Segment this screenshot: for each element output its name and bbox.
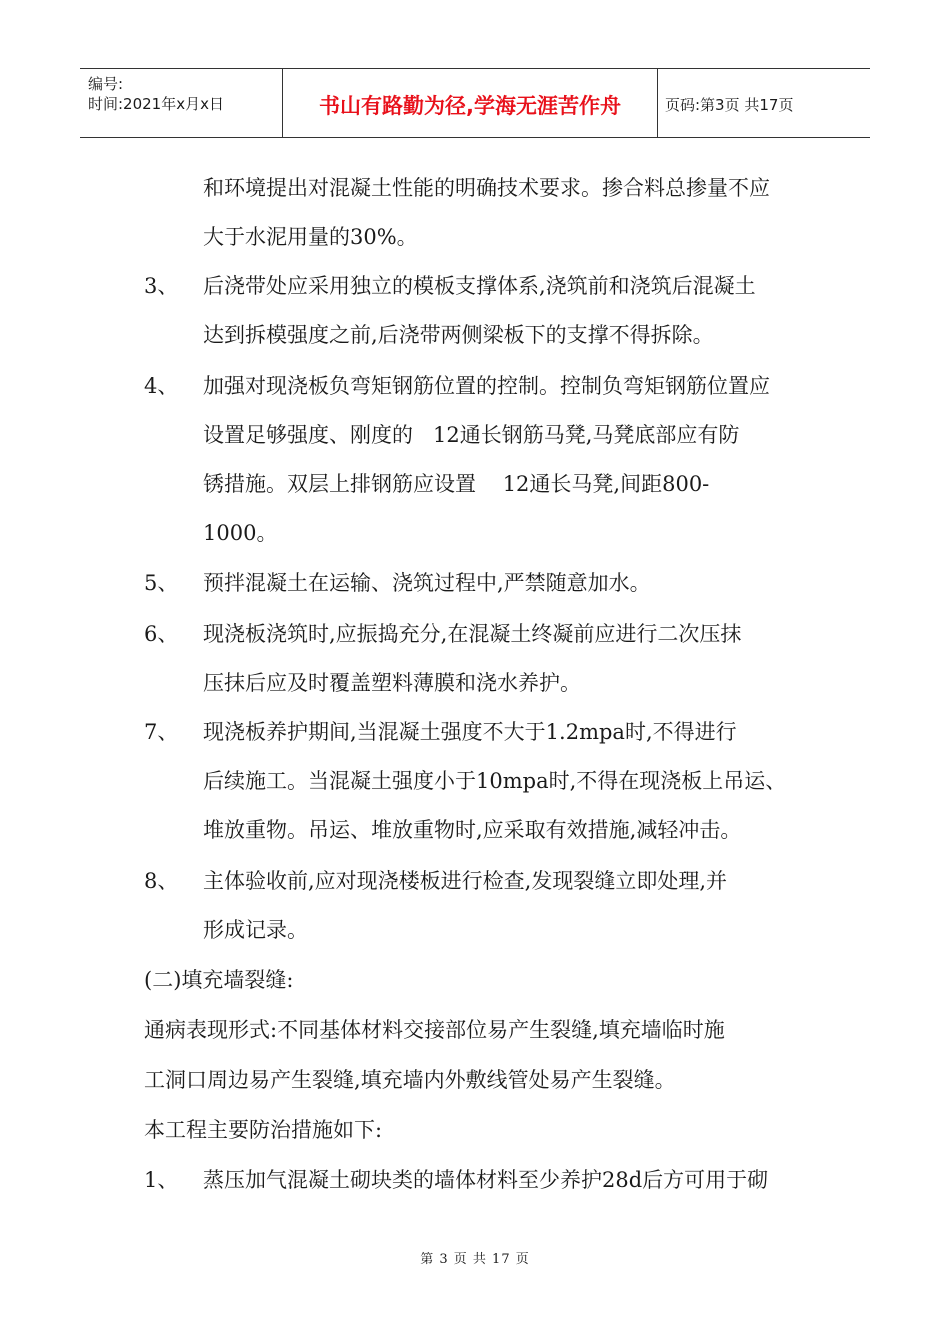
page-footer: 第 3 页 共 17 页 [420,1252,530,1267]
item-line: 锈措施。双层上排钢筋应设置 12通长马凳,间距800- [203,472,710,496]
item-line: 堆放重物。吊运、堆放重物时,应采取有效措施,减轻冲击。 [203,818,742,842]
item-line: 设置足够强度、刚度的 12通长钢筋马凳,马凳底部应有防 [203,423,740,447]
document-header [80,68,870,138]
item-line: 1000。 [203,521,278,545]
number-label: 编号: [88,75,124,93]
item-number: 3、 [144,274,179,298]
item-line: 蒸压加气混凝土砌块类的墙体材料至少养护28d后方可用于砌 [203,1168,769,1192]
item-number: 1、 [144,1168,179,1192]
item-line: 加强对现浇板负弯矩钢筋位置的控制。控制负弯矩钢筋位置应 [203,374,770,398]
item-line: 主体验收前,应对现浇楼板进行检查,发现裂缝立即处理,并 [203,869,728,893]
item-line: 现浇板浇筑时,应振捣充分,在混凝土终凝前应进行二次压抹 [203,622,742,646]
motto-text: 书山有路勤为径,学海无涯苦作舟 [319,94,621,118]
header-page-info [656,69,870,137]
paragraph-line: 和环境提出对混凝土性能的明确技术要求。掺合料总掺量不应 [203,176,770,200]
paragraph-line: 通病表现形式:不同基体材料交接部位易产生裂缝,填充墙临时施 [144,1018,725,1042]
item-number: 5、 [144,571,179,595]
page-info-text: 页码:第3页 共17页 [665,96,794,114]
paragraph-line: 工洞口周边易产生裂缝,填充墙内外敷线管处易产生裂缝。 [144,1068,676,1092]
item-line: 后浇带处应采用独立的模板支撑体系,浇筑前和浇筑后混凝土 [203,274,756,298]
paragraph-line: 本工程主要防治措施如下: [144,1118,383,1142]
item-number: 6、 [144,622,179,646]
time-label: 时间:2021年x月x日 [88,95,224,113]
item-line: 形成记录。 [203,918,308,942]
paragraph-line: 大于水泥用量的30%。 [203,225,418,249]
header-meta [80,69,282,137]
item-line: 现浇板养护期间,当混凝土强度不大于1.2mpa时,不得进行 [203,720,737,744]
item-number: 7、 [144,720,179,744]
item-line: 预拌混凝土在运输、浇筑过程中,严禁随意加水。 [203,571,651,595]
header-motto [282,69,658,137]
section-heading: (二)填充墙裂缝: [144,968,294,992]
item-line: 后续施工。当混凝土强度小于10mpa时,不得在现浇板上吊运、 [203,769,787,793]
item-line: 达到拆模强度之前,后浇带两侧梁板下的支撑不得拆除。 [203,323,714,347]
item-number: 4、 [144,374,179,398]
item-line: 压抹后应及时覆盖塑料薄膜和浇水养护。 [203,671,581,695]
item-number: 8、 [144,869,179,893]
